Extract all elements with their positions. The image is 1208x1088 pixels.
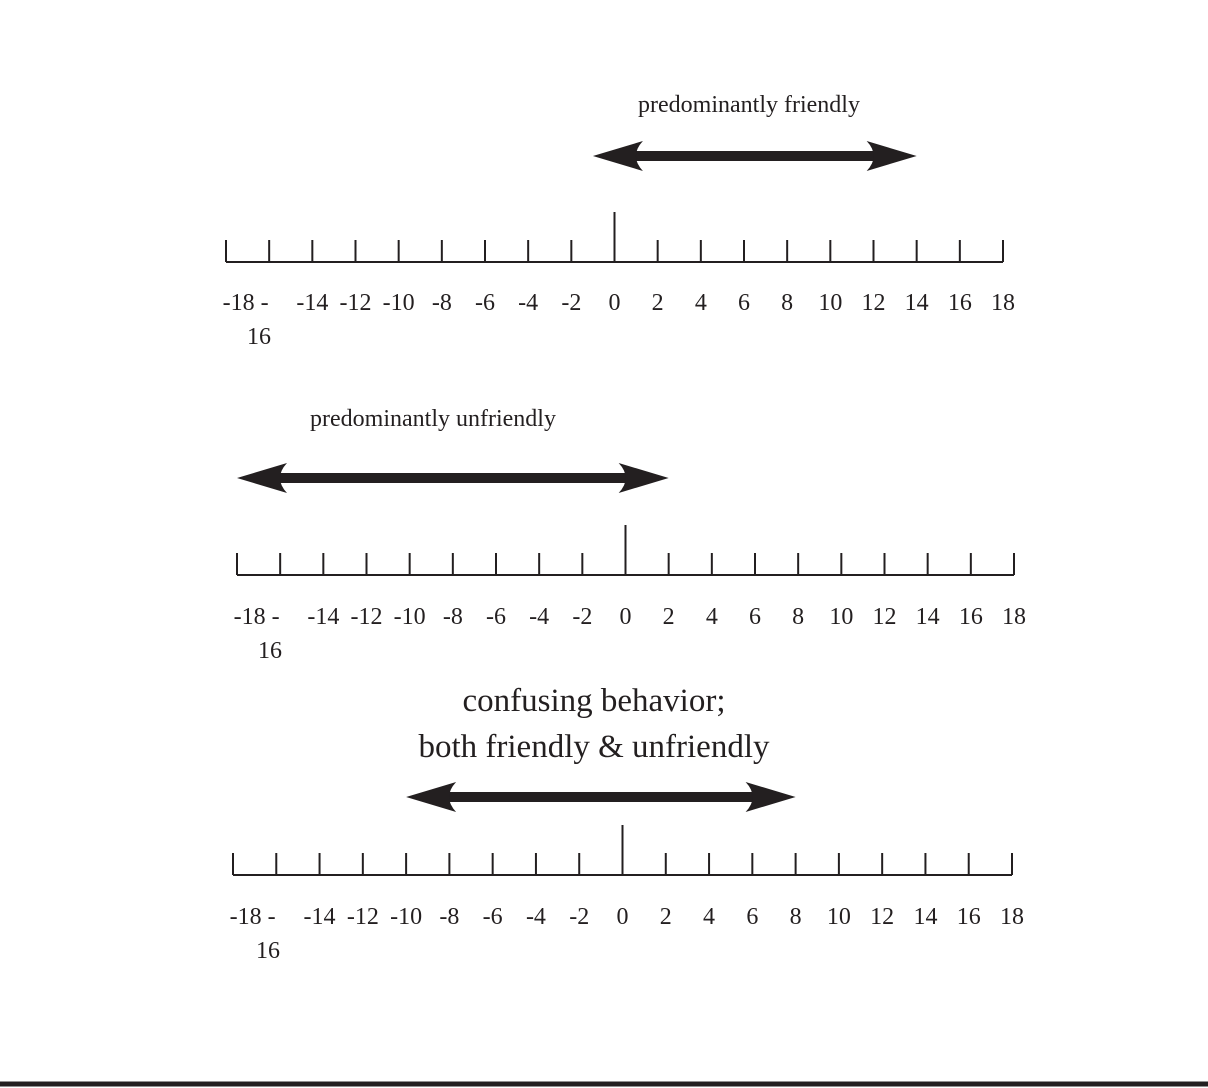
tick-label: 12 — [872, 604, 897, 630]
scale-caption: confusing behavior; — [462, 683, 726, 719]
tick-label: 0 — [616, 904, 629, 930]
tick-label: -12 — [339, 290, 372, 316]
tick-label: 4 — [705, 604, 718, 630]
tick-label: -18 - — [222, 290, 269, 316]
tick-label: -14 — [307, 604, 340, 630]
tick-label: 14 — [915, 604, 940, 630]
scale-2 — [234, 406, 1026, 664]
tick-label: 6 — [746, 904, 759, 930]
tick-label: -2 — [569, 904, 590, 930]
tick-label: -12 — [350, 604, 383, 630]
tick-label: -10 — [382, 290, 415, 316]
scale-3 — [230, 683, 1024, 964]
tick-label: 8 — [789, 904, 802, 930]
tick-label: -18 - — [229, 904, 276, 930]
tick-label: 0 — [619, 604, 632, 630]
tick-label: -2 — [572, 604, 593, 630]
tick-label: 10 — [829, 604, 854, 630]
tick-label: -12 — [346, 904, 379, 930]
tick-label: -6 — [482, 904, 503, 930]
arrow-head-right — [867, 141, 917, 171]
tick-label: 2 — [651, 290, 664, 316]
tick-label: -18 - — [233, 604, 280, 630]
range-double-arrow — [593, 141, 917, 171]
tick-label: -14 — [296, 290, 329, 316]
scale-caption: predominantly friendly — [638, 92, 860, 118]
tick-label: -4 — [529, 604, 550, 630]
arrow-head-left — [237, 463, 287, 493]
tick-label: -6 — [475, 290, 495, 316]
tick-label: -10 — [393, 604, 426, 630]
tick-label: 14 — [904, 290, 929, 316]
tick-label-wrapped: 16 — [247, 324, 271, 350]
tick-label: 16 — [958, 604, 983, 630]
tick-label: 12 — [870, 904, 895, 930]
tick-label: 6 — [749, 604, 761, 630]
tick-label-wrapped: 16 — [256, 938, 280, 964]
arrow-head-right — [746, 782, 796, 812]
tick-label: 6 — [738, 290, 750, 316]
arrow-head-left — [406, 782, 456, 812]
tick-label: 4 — [694, 290, 707, 316]
tick-label: 18 — [1002, 604, 1026, 630]
tick-label: -8 — [439, 904, 460, 930]
scale-caption: predominantly unfriendly — [310, 406, 556, 432]
tick-label: 2 — [662, 604, 675, 630]
tick-label: -8 — [442, 604, 463, 630]
tick-label: 16 — [956, 904, 981, 930]
tick-label: -4 — [525, 904, 546, 930]
tick-label: 14 — [913, 904, 938, 930]
tick-label: 8 — [781, 290, 794, 316]
range-double-arrow — [237, 463, 669, 493]
tick-label: 8 — [792, 604, 805, 630]
tick-label: 10 — [818, 290, 843, 316]
tick-label: 2 — [659, 904, 672, 930]
tick-label: -6 — [486, 604, 506, 630]
scale-1 — [223, 92, 1015, 350]
tick-label: -10 — [390, 904, 423, 930]
tick-label: 0 — [608, 290, 621, 316]
range-double-arrow — [406, 782, 795, 812]
arrow-head-right — [619, 463, 669, 493]
tick-label-wrapped: 16 — [258, 638, 282, 664]
tick-label: 4 — [703, 904, 716, 930]
tick-label: 18 — [1000, 904, 1024, 930]
tick-label: 16 — [947, 290, 972, 316]
tick-label: 12 — [861, 290, 886, 316]
arrow-head-left — [593, 141, 643, 171]
tick-label: 18 — [991, 290, 1015, 316]
tick-label: 10 — [826, 904, 851, 930]
tick-label: -8 — [431, 290, 452, 316]
scale-caption: both friendly & unfriendly — [418, 729, 770, 765]
tick-label: -2 — [561, 290, 582, 316]
tick-label: -4 — [518, 290, 539, 316]
tick-label: -14 — [303, 904, 336, 930]
